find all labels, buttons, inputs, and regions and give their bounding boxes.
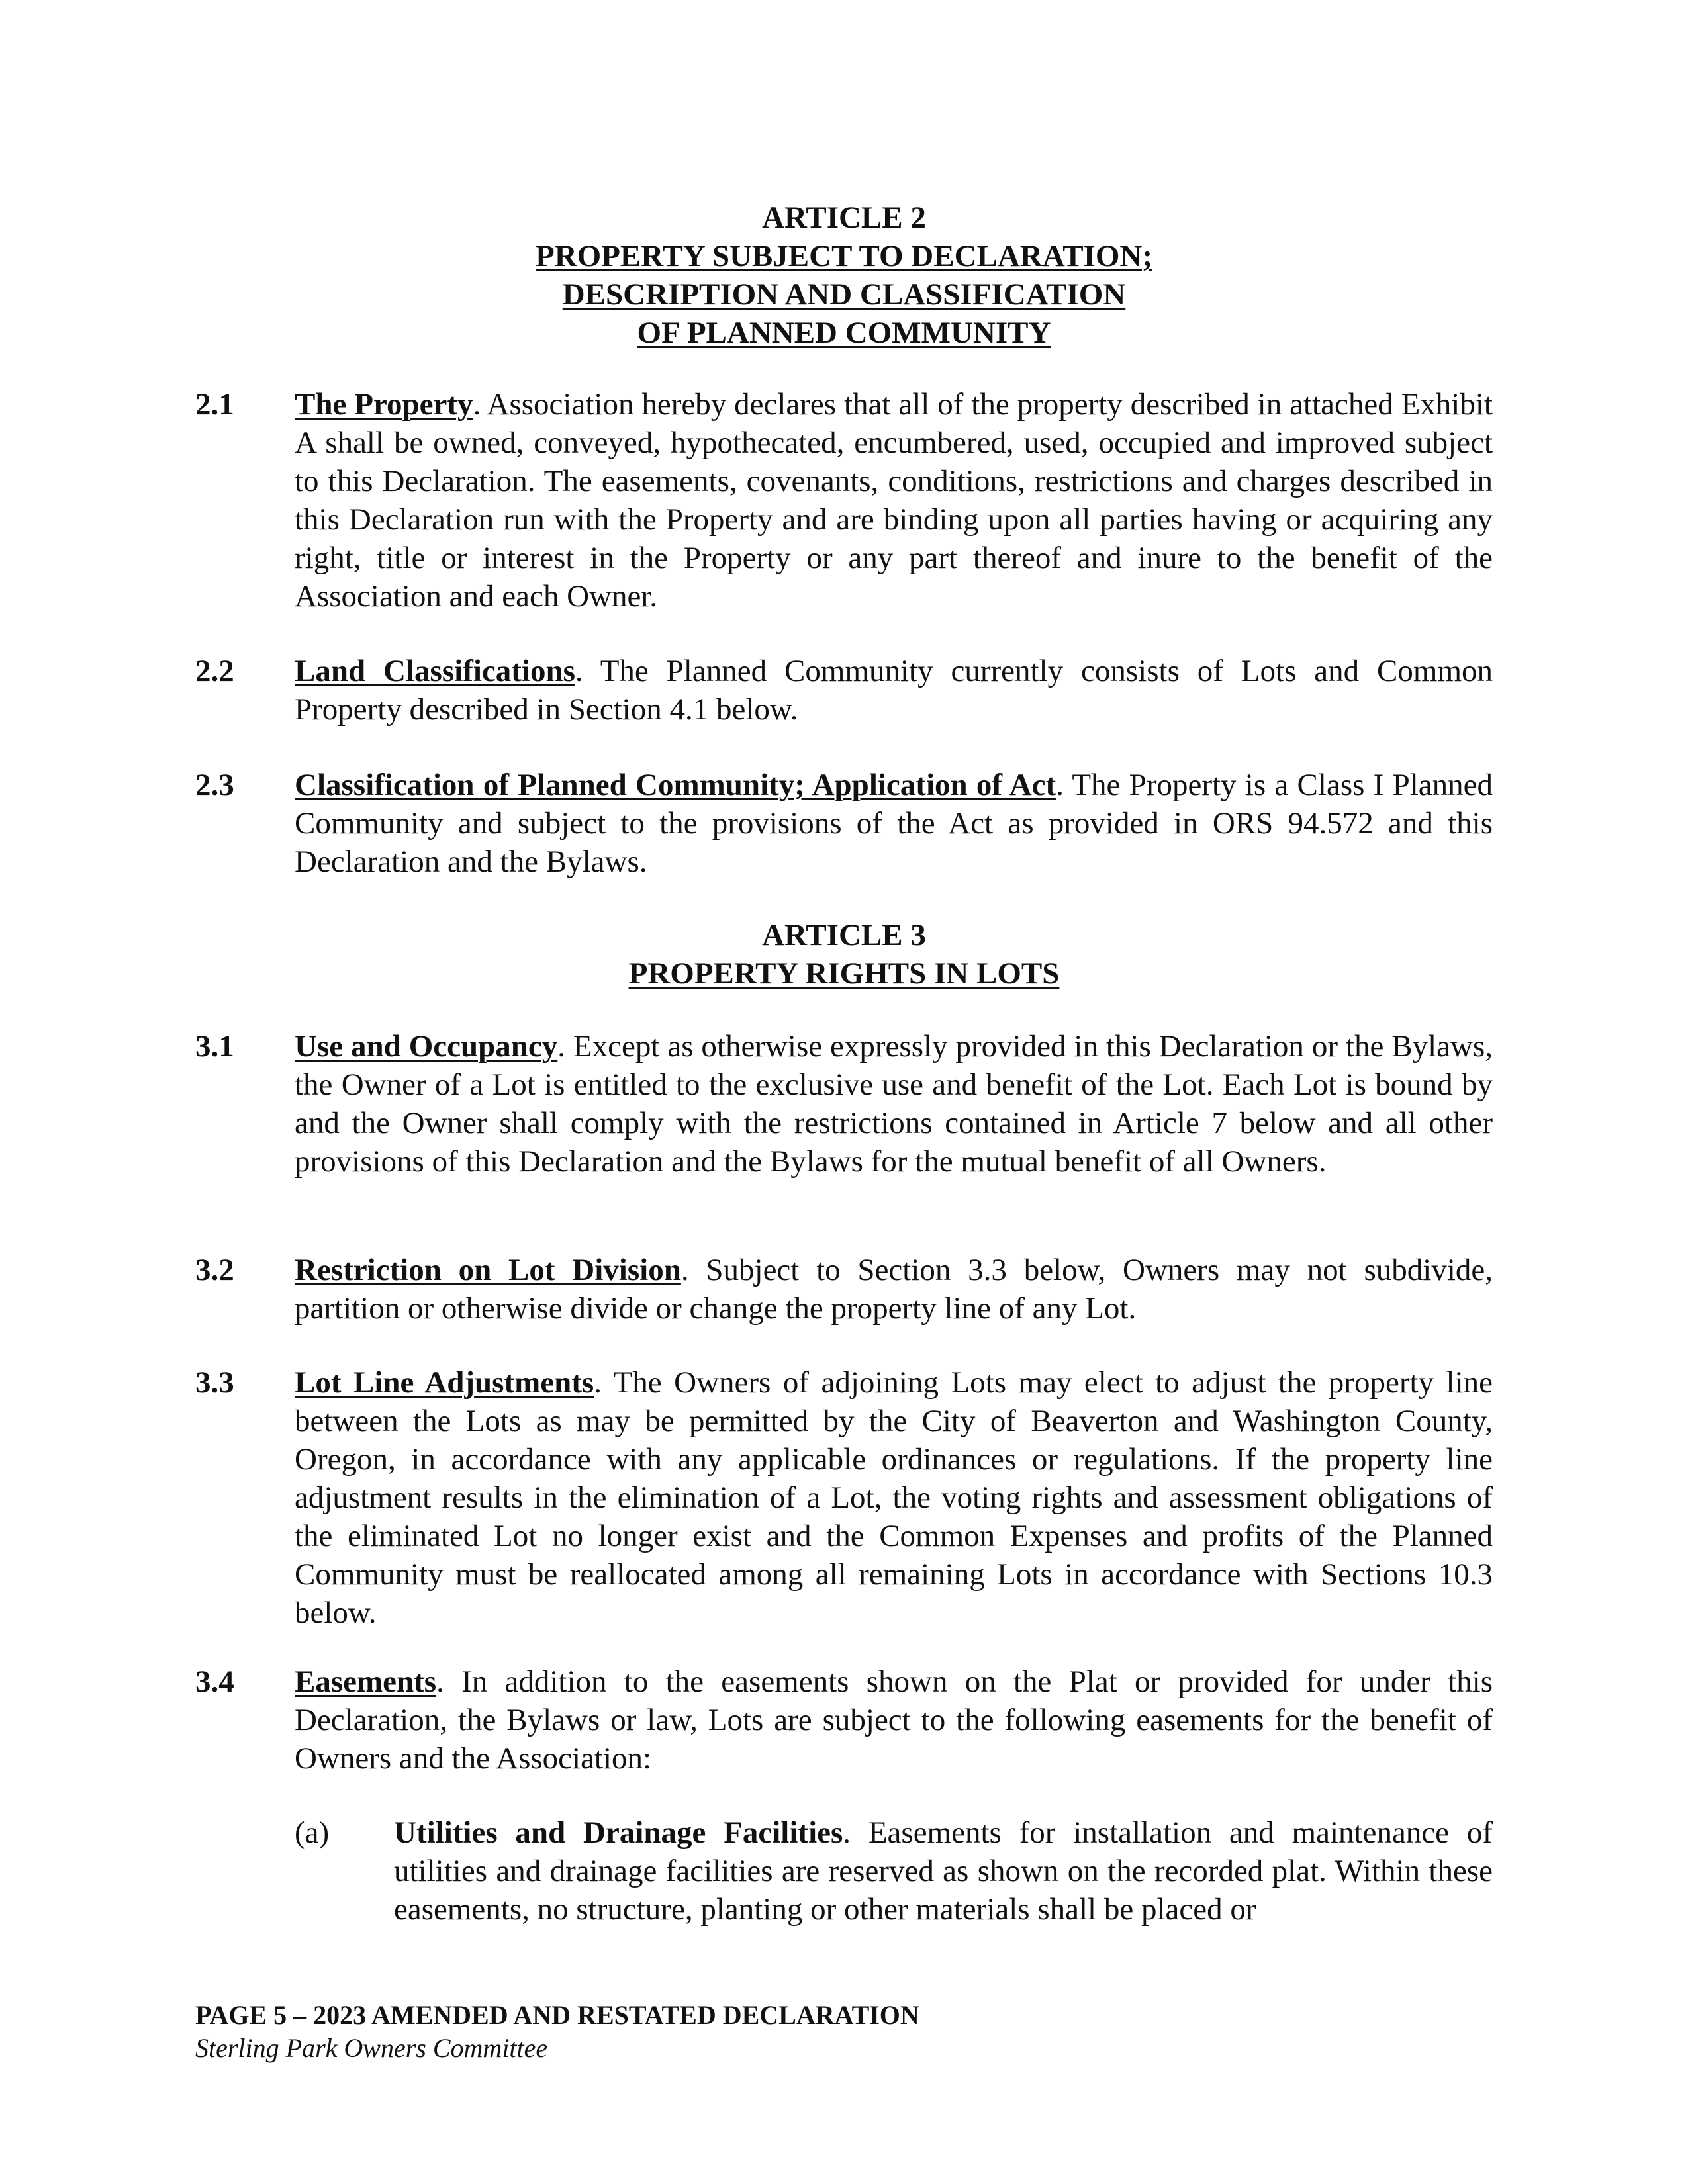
section-title: Use and Occupancy [295,1029,558,1064]
article-2-title-line-3: OF PLANNED COMMUNITY [637,316,1051,350]
section-title: Land Classifications [295,654,575,688]
section-text: . In addition to the easements shown on the Plat or provided for under this Declaration, the Bylaws or law, Lots are subject to the following easements for the benefit of Owners and the Association: [295,1664,1493,1776]
section-number: 2.2 [195,654,234,688]
section-2-3 [195,766,1493,881]
section-title: Easements [295,1664,437,1699]
section-3-4 [195,1662,1493,1778]
section-text: . Association hereby declares that all of the property described in attached Exhibit A shall be owned, conveyed, hypothecated, encumbered, used, occupied and improved subject to this Declaration. The easements, covenants, conditions, restrictions and charges described in this Declaration run with the Property and are binding upon all parties having or acquiring any right, title or interest in the Property or any part thereof and inure to the benefit of the Association and each Owner. [295,387,1493,614]
section-title: Restriction on Lot Division [295,1253,681,1287]
article-3-title-line-1: PROPERTY RIGHTS IN LOTS [628,956,1060,991]
article-2-title-line-2: DESCRIPTION AND CLASSIFICATION [562,277,1126,312]
section-title: The Property [295,387,473,422]
page-footer [195,1999,919,2065]
section-title: Lot Line Adjustments [295,1365,594,1400]
article-2-title-line-1: PROPERTY SUBJECT TO DECLARATION; [536,239,1152,273]
section-title: Classification of Planned Community; Application of Act [295,768,1056,802]
subsection-number: (a) [295,1815,330,1850]
section-text: . Subject to Section 3.3 below, Owners may not subdivide, partition or otherwise divide or change the property line of any Lot. [295,1253,1493,1326]
section-text: . The Owners of adjoining Lots may elect to adjust the property line between the Lots as may be permitted by the City of Beaverton and Washington County, Oregon, in accordance with any applicable ordinances or regulations. If the property line adjustment results in the elimination of a Lot, the voting rights and assessment obligations of the eliminated Lot no longer exist and the Common Expenses and profits of the Planned Community must be reallocated among all remaining Lots in accordance with Sections 10.3 below. [295,1365,1493,1630]
section-text: . The Planned Community currently consists of Lots and Common Property described in Section 4.1 below. [295,654,1493,727]
section-number: 2.3 [195,768,234,802]
section-3-1 [195,1027,1493,1181]
section-text: . Except as otherwise expressly provided in this Declaration or the Bylaws, the Owner of a Lot is entitled to the exclusive use and benefit of the Lot. Each Lot is bound by and the Owner shall comply with the restrictions contained in Article 7 below and all other provisions of this Declaration and the Bylaws for the mutual benefit of all Owners. [295,1029,1493,1179]
section-2-2 [195,652,1493,729]
section-3-2 [195,1251,1493,1328]
footer-page-label: PAGE 5 – 2023 AMENDED AND RESTATED DECLARATION [195,2000,919,2030]
article-2-label: ARTICLE 2 [762,201,926,235]
section-2-1 [195,385,1493,615]
footer-committee: Sterling Park Owners Committee [195,2033,548,2063]
section-number: 3.1 [195,1029,234,1064]
section-3-3 [195,1363,1493,1632]
subsection-text: . Easements for installation and maintenance of utilities and drainage facilities are reserved as shown on the recorded plat. Within these easements, no structure, planting or other materials shall be placed or [394,1815,1493,1927]
subsection-3-4-a [295,1813,1493,1929]
section-number: 3.4 [195,1664,234,1699]
section-text: . The Property is a Class I Planned Community and subject to the provisions of the Act as provided in ORS 94.572 and this Declaration and the Bylaws. [295,768,1493,879]
section-number: 2.1 [195,387,234,422]
article-2-heading [0,199,1688,352]
article-3-label: ARTICLE 3 [762,918,926,952]
article-3-heading [0,916,1688,993]
subsection-title: Utilities and Drainage Facilities [394,1815,843,1850]
section-number: 3.2 [195,1253,234,1287]
section-number: 3.3 [195,1365,234,1400]
